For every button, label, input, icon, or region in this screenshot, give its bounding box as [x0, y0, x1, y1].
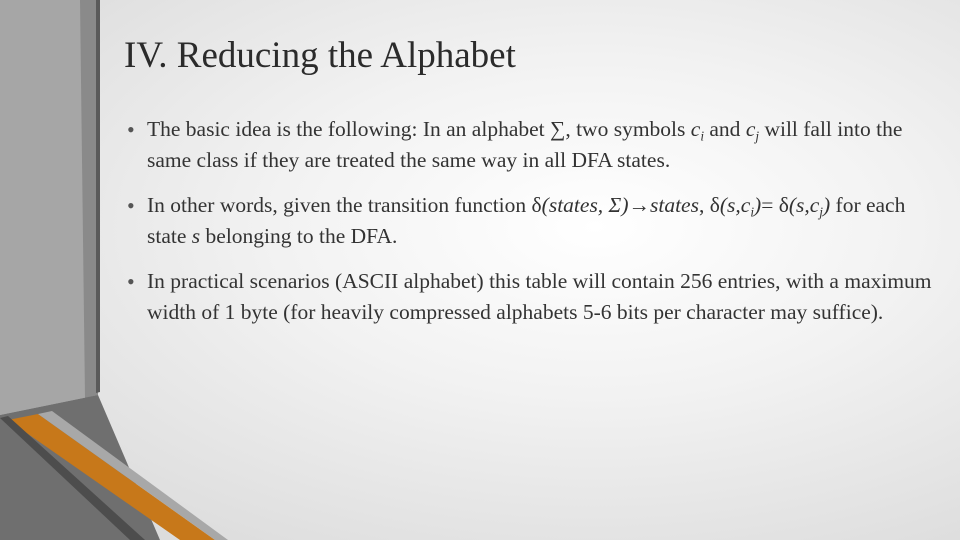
bullet-dot: •: [127, 269, 135, 294]
text-run: and: [704, 117, 746, 141]
bullet-dot: •: [127, 193, 135, 218]
text-run: will fall into the same class if they are treated the same way in all DFA states.: [147, 117, 903, 172]
formula-part: (s,c: [788, 193, 820, 217]
bullet-text: In practical scenarios (ASCII alphabet) this table will contain 256 entries, with a maximum width of 1 byte (for heavily compressed alphabets 5-6 bits per character may suffice).: [147, 269, 932, 324]
text-run: The basic idea is the following: In an alphabet ∑, two symbols: [147, 117, 691, 141]
symbol-c: c: [745, 117, 756, 141]
bullet-text: [147, 193, 905, 248]
bullet-dot: •: [127, 117, 135, 142]
formula-part: ): [754, 193, 762, 217]
slide-title: IV. Reducing the Alphabet: [124, 35, 516, 76]
formula-signature: (states, Σ)→states: [541, 193, 699, 217]
subscript-i: i: [750, 204, 755, 220]
bullet-list: [126, 114, 941, 342]
text-run: In other words, given the transition function δ: [147, 193, 542, 217]
bullet-item: [126, 190, 941, 252]
text-run: belonging to the DFA.: [200, 224, 398, 248]
symbol-s: s: [191, 224, 201, 248]
bullet-text: [147, 117, 902, 172]
bullet-item: [126, 114, 941, 176]
symbol-c: c: [690, 117, 701, 141]
accent-line-right: [96, 0, 100, 393]
subscript-i: i: [700, 128, 705, 144]
subscript-j: j: [819, 204, 823, 220]
formula-part: (s,c: [719, 193, 751, 217]
text-run: = δ: [761, 193, 789, 217]
bullet-item: [126, 266, 941, 328]
formula-part: ): [822, 193, 831, 217]
text-run: , δ: [698, 193, 720, 217]
subscript-j: j: [755, 128, 760, 144]
text-run: for each state: [147, 193, 906, 248]
